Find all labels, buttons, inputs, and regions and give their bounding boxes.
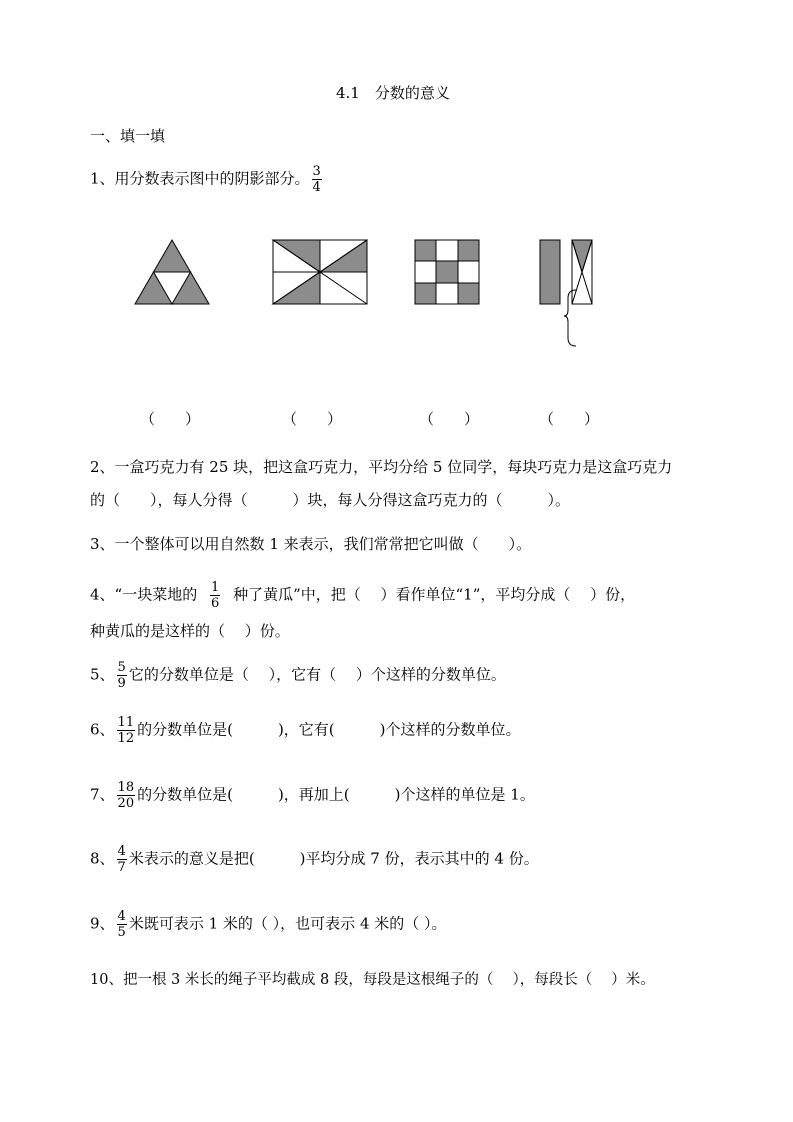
question-9-fraction: $\frac{4}{5}$ — [117, 909, 126, 940]
grid-figure — [412, 238, 482, 306]
answer-blank-3[interactable]: （ ） — [419, 410, 480, 428]
shaded-bar — [540, 240, 560, 304]
page-title: 4.1 分数的意义 — [336, 84, 450, 102]
question-4-suffix: 种了黄瓜”中，把（ ）看作单位“1”，平均分成（ ）份， — [233, 585, 636, 604]
question-7-fraction: $\frac{18}{20}$ — [117, 780, 135, 811]
question-10: 10、把一根 3 米长的绳子平均截成 8 段，每段是这根绳子的（ ），每段长（ ）米。 — [90, 972, 655, 988]
question-2-line-2: 的（ ），每人分得（ ）块，每人分得这盒巧克力的（ ）。 — [90, 491, 571, 509]
question-3: 3、一个整体可以用自然数 1 来表示，我们常常把它叫做（ ）。 — [90, 535, 532, 553]
question-2-line-1: 2、一盒巧克力有 25 块，把这盒巧克力，平均分给 5 位同学，每块巧克力是这盒巧克力 — [90, 458, 673, 476]
question-4-prefix: 4、“一块菜地的 — [90, 585, 198, 604]
question-1 — [90, 164, 324, 195]
question-4 — [90, 580, 635, 611]
section-heading: 一、填一填 — [90, 127, 166, 145]
question-7: 7、 $\frac{18}{20}$ 的分数单位是( )，再加上( )个这样的单位是 1。 — [90, 780, 535, 811]
question-4-line-2: 种黄瓜的是这样的（ ）份。 — [90, 622, 290, 640]
triangle-figure — [130, 236, 214, 308]
fraction-denominator: 4 — [312, 180, 321, 195]
answer-blank-1[interactable]: （ ） — [140, 410, 201, 428]
question-6-fraction: $\frac{11}{12}$ — [117, 715, 135, 746]
question-1-text: 1、用分数表示图中的阴影部分。 — [90, 169, 310, 188]
answer-blank-4[interactable]: （ ） — [539, 410, 600, 428]
question-8-fraction: $\frac{4}{7}$ — [117, 844, 126, 875]
answer-blank-2[interactable]: （ ） — [282, 410, 343, 428]
question-4-fraction: $\frac{1}{6}$ — [211, 580, 220, 611]
question-9: 9、 $\frac{4}{5}$ 米既可表示 1 米的（ ），也可表示 4 米的（ ）。 — [90, 909, 447, 940]
question-8: 8、 $\frac{4}{7}$ 米表示的意义是把( )平均分成 7 份，表示其中的 4 份。 — [90, 844, 539, 875]
rectangle-figure — [270, 238, 370, 306]
bars-figure — [536, 238, 600, 350]
question-6: 6、 $\frac{11}{12}$ 的分数单位是( )，它有( )个这样的分数单位。 — [90, 715, 521, 746]
fraction-numerator: 3 — [312, 164, 321, 179]
question-5-fraction: $\frac{5}{9}$ — [117, 660, 126, 691]
example-fraction — [312, 164, 322, 195]
question-5: 5、 $\frac{5}{9}$ 它的分数单位是（ ），它有（ ）个这样的分数单位。 — [90, 660, 506, 691]
